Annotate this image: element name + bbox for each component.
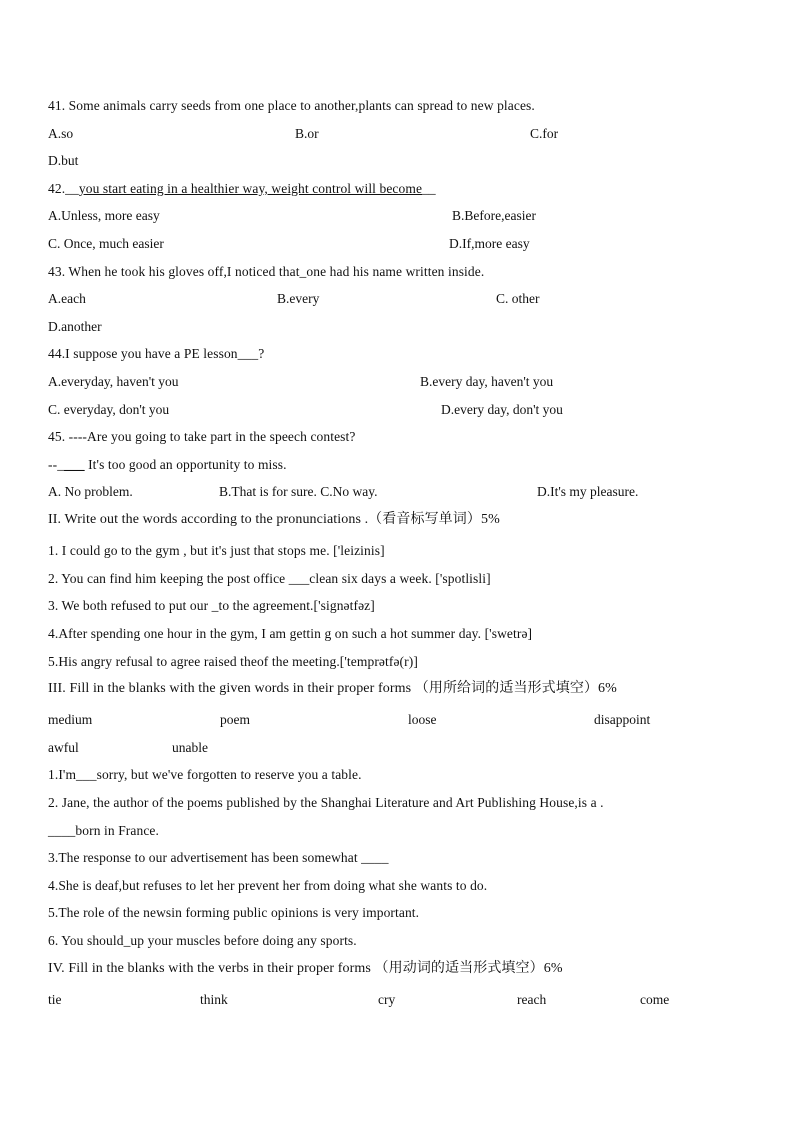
- question-41-option-a: A.so: [48, 126, 74, 141]
- question-43-option-c: C. other: [496, 291, 540, 306]
- question-41-option-b: B.or: [295, 126, 319, 141]
- question-43-option-b: B.every: [277, 291, 320, 306]
- section-4-word-4: reach: [517, 992, 547, 1007]
- question-42-option-b: B.Before,easier: [452, 208, 536, 223]
- section-2-heading: II. Write out the words according to the pronunciations .（看音标写单词）5%: [48, 512, 500, 527]
- question-44-option-c: C. everyday, don't you: [48, 402, 170, 417]
- question-42-stem: [48, 180, 436, 198]
- section-3-item-6: 6. You should_up your muscles before doing any sports.: [48, 933, 357, 948]
- section-2-item-2: 2. You can find him keeping the post office ___clean six days a week. ['spotlisli]: [48, 571, 491, 586]
- question-44-option-a: A.everyday, haven't you: [48, 374, 179, 389]
- section-2-item-4: 4.After spending one hour in the gym, I am gettin g on such a hot summer day. ['swetrə]: [48, 626, 533, 641]
- section-3-word-6: unable: [172, 740, 208, 755]
- question-44-blank: ___?: [237, 346, 265, 361]
- question-44-stem-text: 44.I suppose you have a PE lesson: [48, 346, 238, 361]
- question-42-stem-text: you start eating in a healthier way, weight control will become: [78, 181, 423, 196]
- section-3-item-3: 3.The response to our advertisement has been somewhat ____: [48, 850, 389, 865]
- section-3-item-4: 4.She is deaf,but refuses to let her prevent her from doing what she wants to do.: [48, 878, 488, 893]
- section-3-word-2: poem: [220, 712, 250, 727]
- section-4-word-5: come: [640, 992, 670, 1007]
- question-45-reply-blank: ___: [64, 457, 85, 472]
- section-3-word-5: awful: [48, 740, 79, 755]
- section-3-item-2-cont: ____born in France.: [48, 823, 160, 838]
- question-42-option-a: A.Unless, more easy: [48, 208, 160, 223]
- section-3-word-4: disappoint: [594, 712, 651, 727]
- section-3-item-5: 5.The role of the newsin forming public opinions is very important.: [48, 905, 420, 920]
- question-43-option-d: D.another: [48, 319, 102, 334]
- question-45-option-b-c: B.That is for sure. C.No way.: [219, 484, 378, 499]
- section-3-word-3: loose: [408, 712, 437, 727]
- question-45-option-d: D.It's my pleasure.: [537, 484, 639, 499]
- question-44-stem: [48, 345, 264, 363]
- question-41-option-c: C.for: [530, 126, 559, 141]
- section-3-item-2: 2. Jane, the author of the poems published by the Shanghai Literature and Art Publishing House,is a .: [48, 795, 604, 810]
- question-44-option-b: B.every day, haven't you: [420, 374, 554, 389]
- question-41-stem: 41. Some animals carry seeds from one place to another,plants can spread to new places.: [48, 98, 535, 113]
- question-42-option-c: C. Once, much easier: [48, 236, 164, 251]
- question-45-option-a: A. No problem.: [48, 484, 133, 499]
- section-2-item-3: 3. We both refused to put our _to the agreement.['signətfəz]: [48, 598, 375, 613]
- question-45-reply: [48, 456, 287, 474]
- section-3-word-1: medium: [48, 712, 93, 727]
- section-2-item-5: 5.His angry refusal to agree raised theof the meeting.['temprətfə(r)]: [48, 654, 418, 669]
- question-42-blank-2: __: [422, 181, 436, 196]
- question-44-option-d: D.every day, don't you: [441, 402, 563, 417]
- question-43-stem: 43. When he took his gloves off,I noticed that_one had his name written inside.: [48, 264, 485, 279]
- question-42-option-d: D.If,more easy: [449, 236, 530, 251]
- question-45-stem: 45. ----Are you going to take part in the speech contest?: [48, 429, 356, 444]
- section-4-word-1: tie: [48, 992, 62, 1007]
- section-2-item-1: 1. I could go to the gym , but it's just that stops me. ['leizinis]: [48, 543, 385, 558]
- question-45-reply-text: It's too good an opportunity to miss.: [84, 457, 287, 472]
- section-3-heading: III. Fill in the blanks with the given words in their proper forms （用所给词的适当形式填空）6%: [48, 681, 617, 696]
- question-43-option-a: A.each: [48, 291, 86, 306]
- section-4-word-2: think: [200, 992, 228, 1007]
- question-41-option-d: D.but: [48, 153, 79, 168]
- question-45-reply-dash: --_: [48, 457, 65, 472]
- section-4-word-3: cry: [378, 992, 396, 1007]
- question-42-blank-1: 42.__: [48, 181, 79, 196]
- section-3-item-1: 1.I'm___sorry, but we've forgotten to reserve you a table.: [48, 767, 362, 782]
- section-4-heading: IV. Fill in the blanks with the verbs in their proper forms （用动词的适当形式填空）6%: [48, 961, 563, 976]
